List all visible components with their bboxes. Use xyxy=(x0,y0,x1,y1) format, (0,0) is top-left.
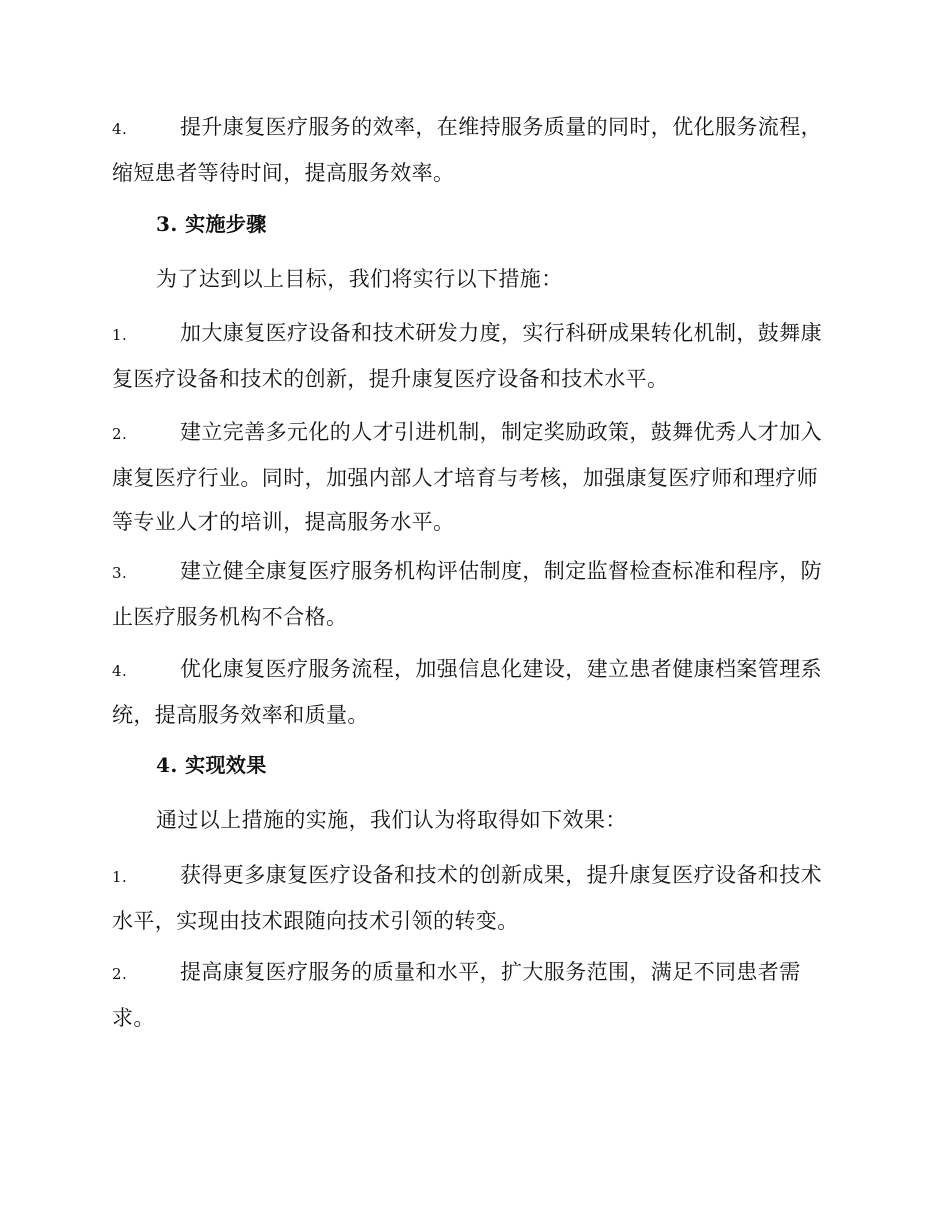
section-heading xyxy=(112,202,837,246)
intro-paragraph: 通过以上措施的实施，我们认为将取得如下效果： xyxy=(156,808,627,832)
section-number: 4. xyxy=(156,753,178,777)
section-title: 实施步骤 xyxy=(185,212,267,236)
list-item xyxy=(112,853,837,943)
list-item xyxy=(112,950,837,1040)
list-text: 提升康复医疗服务的效率，在维持服务质量的同时，优化服务流程，缩短患者等待时间，提高服务效率。 xyxy=(112,115,822,185)
list-item xyxy=(112,105,837,195)
section-title: 实现效果 xyxy=(185,753,267,777)
section-number: 3. xyxy=(156,212,178,236)
list-item xyxy=(112,410,837,544)
list-text: 建立健全康复医疗服务机构评估制度，制定监督检查标准和程序，防止医疗服务机构不合格。 xyxy=(112,559,822,629)
list-text: 获得更多康复医疗设备和技术的创新成果，提升康复医疗设备和技术水平，实现由技术跟随向技术引领的转变。 xyxy=(112,863,822,933)
list-number: 4. xyxy=(112,662,128,680)
list-number: 1. xyxy=(112,326,128,344)
intro-paragraph: 为了达到以上目标，我们将实行以下措施： xyxy=(156,267,563,291)
section-heading xyxy=(112,743,837,787)
list-number: 2. xyxy=(112,425,128,443)
list-number: 2. xyxy=(112,965,128,983)
list-number: 4. xyxy=(112,120,128,138)
list-number: 1. xyxy=(112,868,128,886)
list-text: 建立完善多元化的人才引进机制，制定奖励政策，鼓舞优秀人才加入康复医疗行业。同时，加强内部人才培育与考核，加强康复医疗师和理疗师等专业人才的培训，提高服务水平。 xyxy=(112,420,822,534)
list-item xyxy=(112,647,837,737)
list-text: 优化康复医疗服务流程，加强信息化建设，建立患者健康档案管理系统，提高服务效率和质量。 xyxy=(112,657,822,727)
list-item xyxy=(112,549,837,639)
list-text: 加大康复医疗设备和技术研发力度，实行科研成果转化机制，鼓舞康复医疗设备和技术的创新，提升康复医疗设备和技术水平。 xyxy=(112,321,822,391)
list-text: 提高康复医疗服务的质量和水平，扩大服务范围，满足不同患者需求。 xyxy=(112,960,801,1030)
list-number: 3. xyxy=(112,564,128,582)
list-item xyxy=(112,311,837,401)
